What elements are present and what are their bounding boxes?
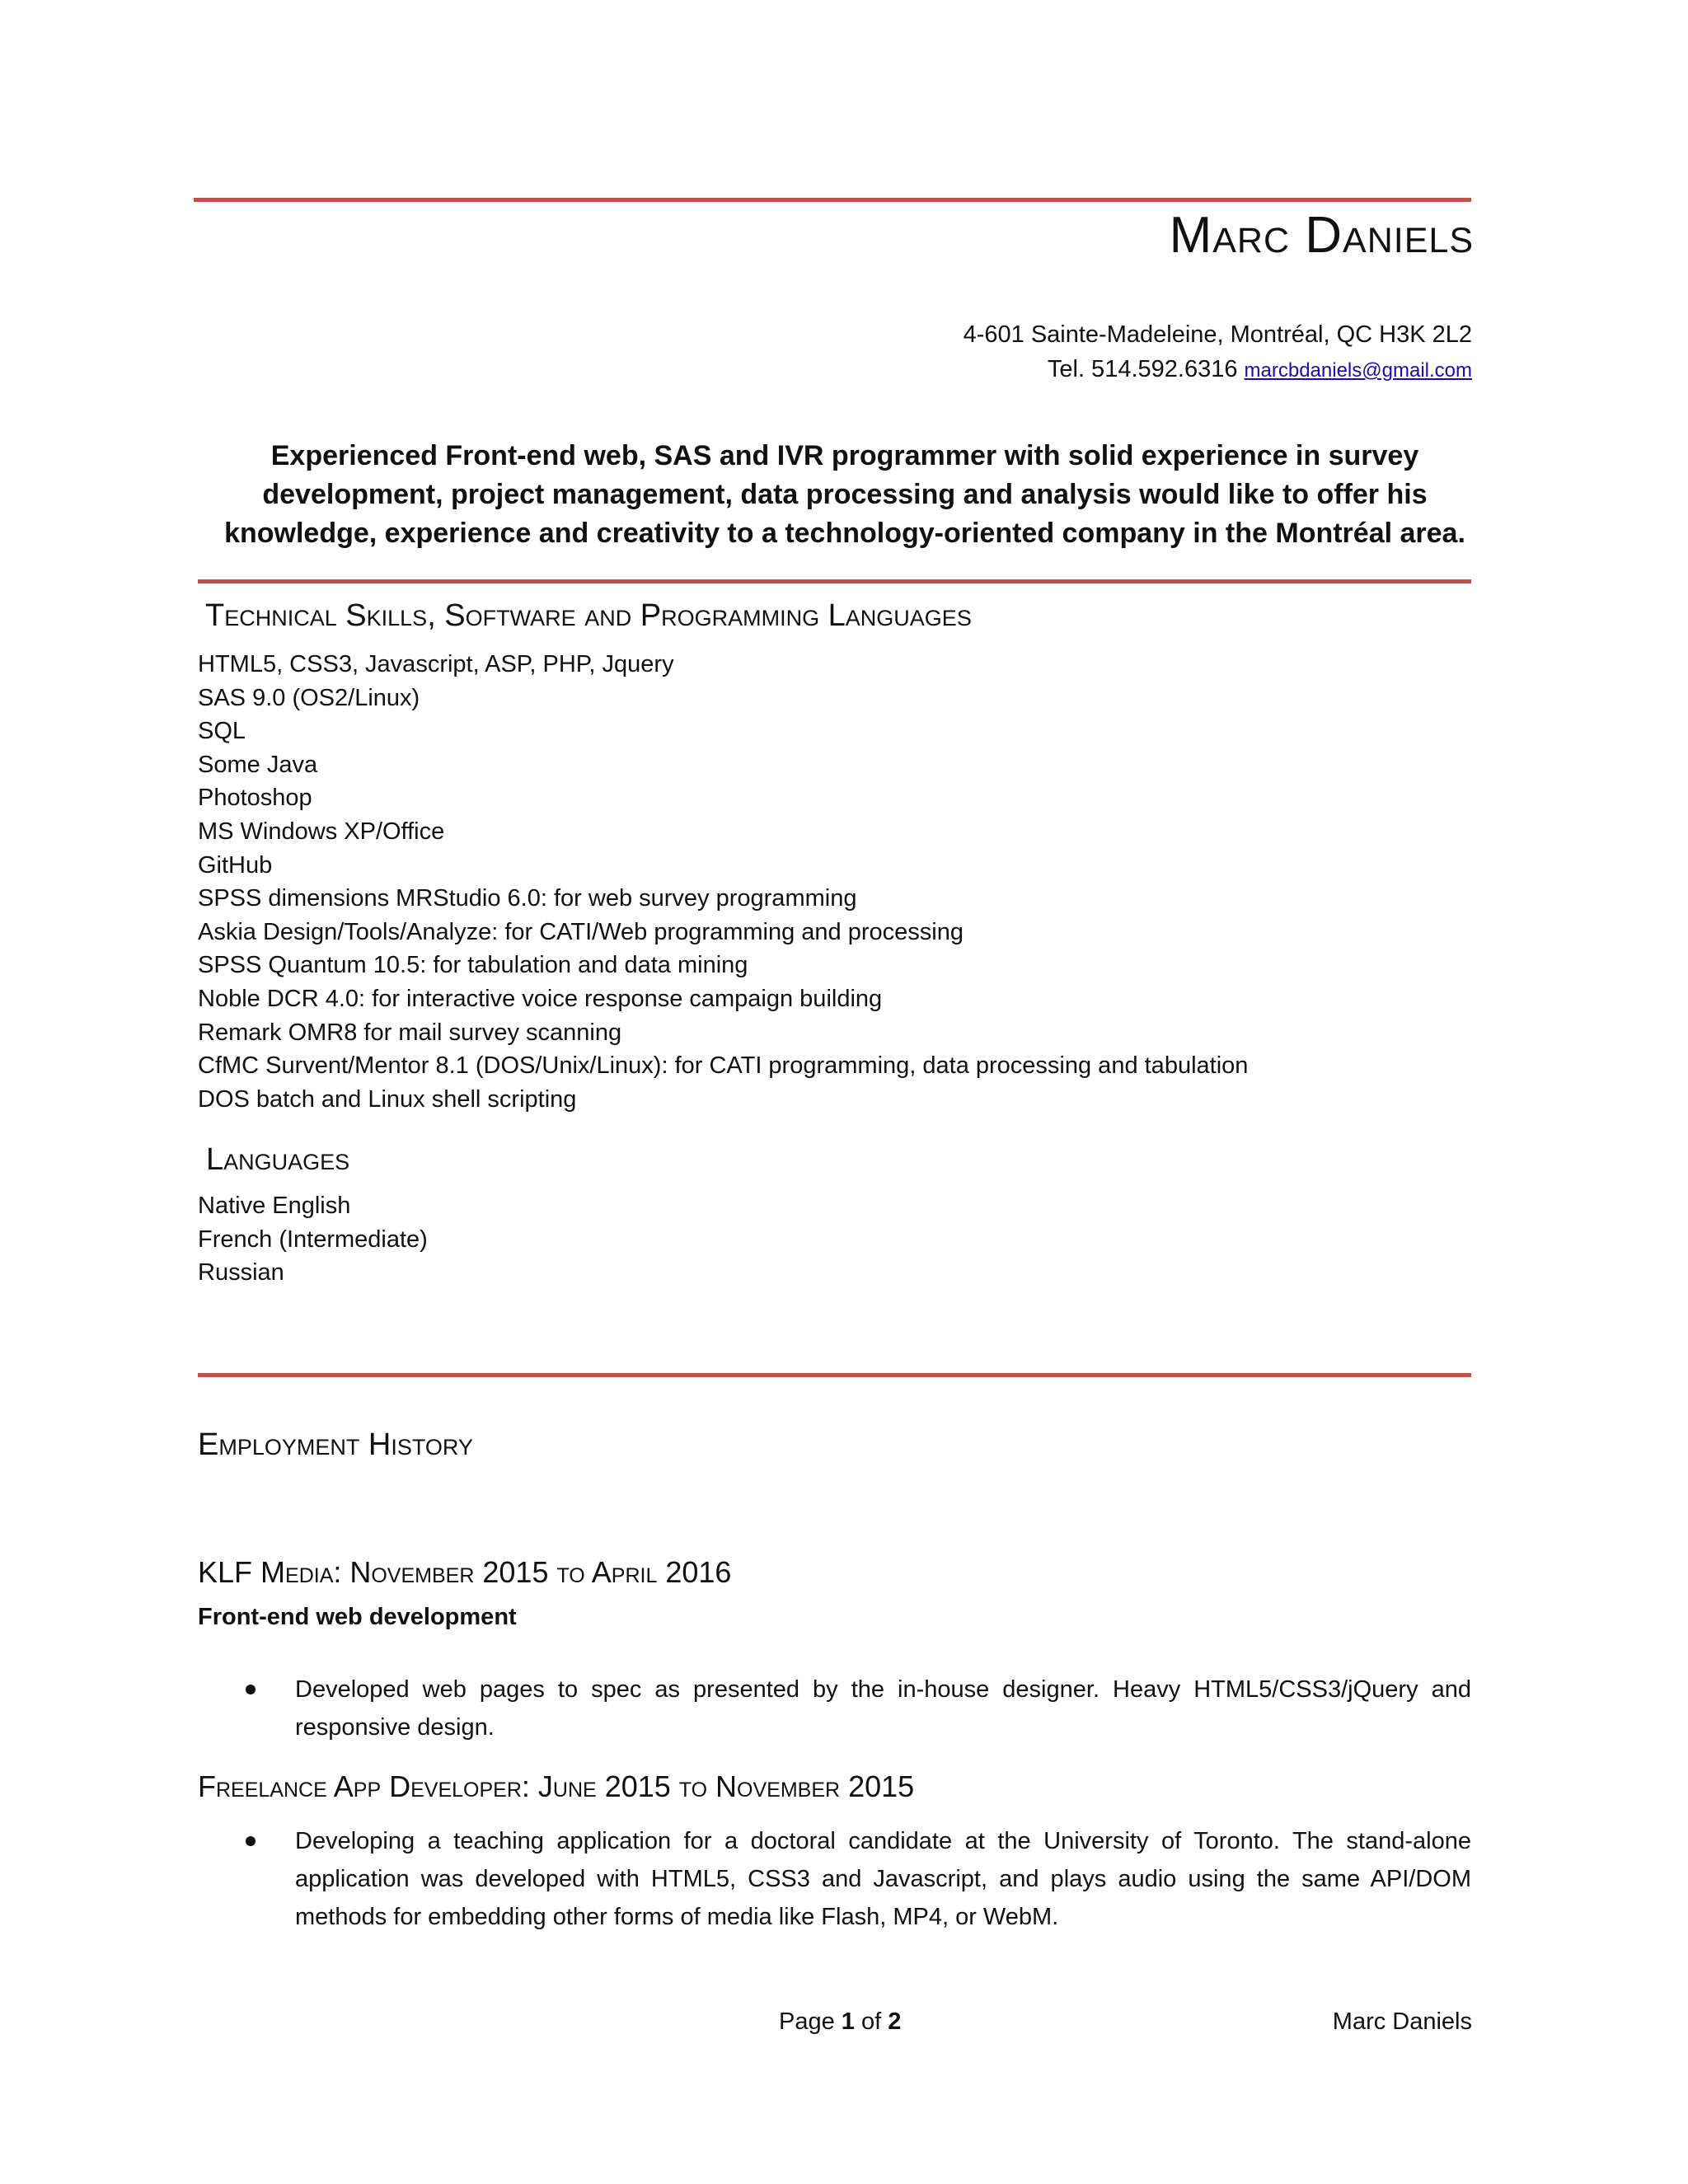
bullet-icon <box>246 1836 256 1846</box>
list-item: MS Windows XP/Office <box>198 818 445 845</box>
languages-list <box>198 1189 428 1290</box>
skills-heading: Technical Skills, Software and Programming Languages <box>205 598 972 633</box>
bullet-text: Developed web pages to spec as presented by the in-house designer. Heavy HTML5/CSS3/jQuery and responsive design. <box>295 1676 1471 1741</box>
list-item: Photoshop <box>198 785 312 812</box>
skills-list <box>198 648 1248 1116</box>
list-item <box>198 1822 1471 1936</box>
job-bullets <box>198 1822 1471 1936</box>
list-item: SAS 9.0 (OS2/Linux) <box>198 684 420 711</box>
list-item: Native English <box>198 1193 351 1219</box>
page-of: of <box>861 2008 882 2035</box>
email-link[interactable]: marcbdaniels@gmail.com <box>1244 359 1472 382</box>
list-item: GitHub <box>198 851 273 879</box>
languages-heading: Languages <box>206 1142 350 1177</box>
list-item: French (Intermediate) <box>198 1226 428 1253</box>
footer-name: Marc Daniels <box>1332 2008 1472 2035</box>
candidate-name: Marc Daniels <box>1169 207 1474 264</box>
summary-divider <box>198 579 1471 583</box>
bullet-icon <box>246 1685 256 1694</box>
job-heading: Freelance App Developer: June 2015 to November 2015 <box>198 1769 915 1803</box>
job-bullets <box>198 1671 1471 1746</box>
list-item: Russian <box>198 1259 284 1286</box>
phone: Tel. 514.592.6316 <box>1047 356 1238 382</box>
profile-summary: Experienced Front-end web, SAS and IVR programmer with solid experience in survey development, project management, data processing and analysis would like to offer his knowledge, experience and creativity to a technology-oriented company in the Montréal area. <box>224 440 1465 549</box>
employment-divider <box>198 1373 1471 1377</box>
address: 4-601 Sainte-Madeleine, Montréal, QC H3K 2L2 <box>963 321 1472 348</box>
phone-line <box>964 352 1472 388</box>
job-role: Front-end web development <box>198 1604 517 1630</box>
contact-block <box>964 317 1472 388</box>
bullet-text: Developing a teaching application for a doctoral candidate at the University of Toronto. The stand-alone application was developed with HTML5, CSS3 and Javascript, and plays audio using the same API/DOM methods for embedding other forms of media like Flash, MP4, or WebM. <box>295 1828 1471 1930</box>
list-item: DOS batch and Linux shell scripting <box>198 1085 577 1113</box>
list-item: SPSS dimensions MRStudio 6.0: for web survey programming <box>198 885 857 912</box>
list-item: CfMC Survent/Mentor 8.1 (DOS/Unix/Linux): for CATI programming, data processing and tabulation <box>198 1052 1249 1080</box>
employment-heading: Employment History <box>198 1427 473 1462</box>
job-heading: KLF Media: November 2015 to April 2016 <box>198 1555 732 1589</box>
list-item <box>198 1671 1471 1746</box>
page-prefix: Page <box>779 2008 835 2035</box>
list-item: SQL <box>198 718 246 745</box>
list-item: Askia Design/Tools/Analyze: for CATI/Web programming and processing <box>198 918 964 945</box>
list-item: SPSS Quantum 10.5: for tabulation and data mining <box>198 952 748 979</box>
top-divider <box>194 198 1471 202</box>
page-current: 1 <box>841 2008 855 2035</box>
list-item: HTML5, CSS3, Javascript, ASP, PHP, Jquery <box>198 651 674 677</box>
list-item: Some Java <box>198 751 318 778</box>
page-number <box>779 2008 901 2036</box>
page-total: 2 <box>888 2008 902 2035</box>
list-item: Remark OMR8 for mail survey scanning <box>198 1019 622 1046</box>
list-item: Noble DCR 4.0: for interactive voice response campaign building <box>198 985 883 1012</box>
